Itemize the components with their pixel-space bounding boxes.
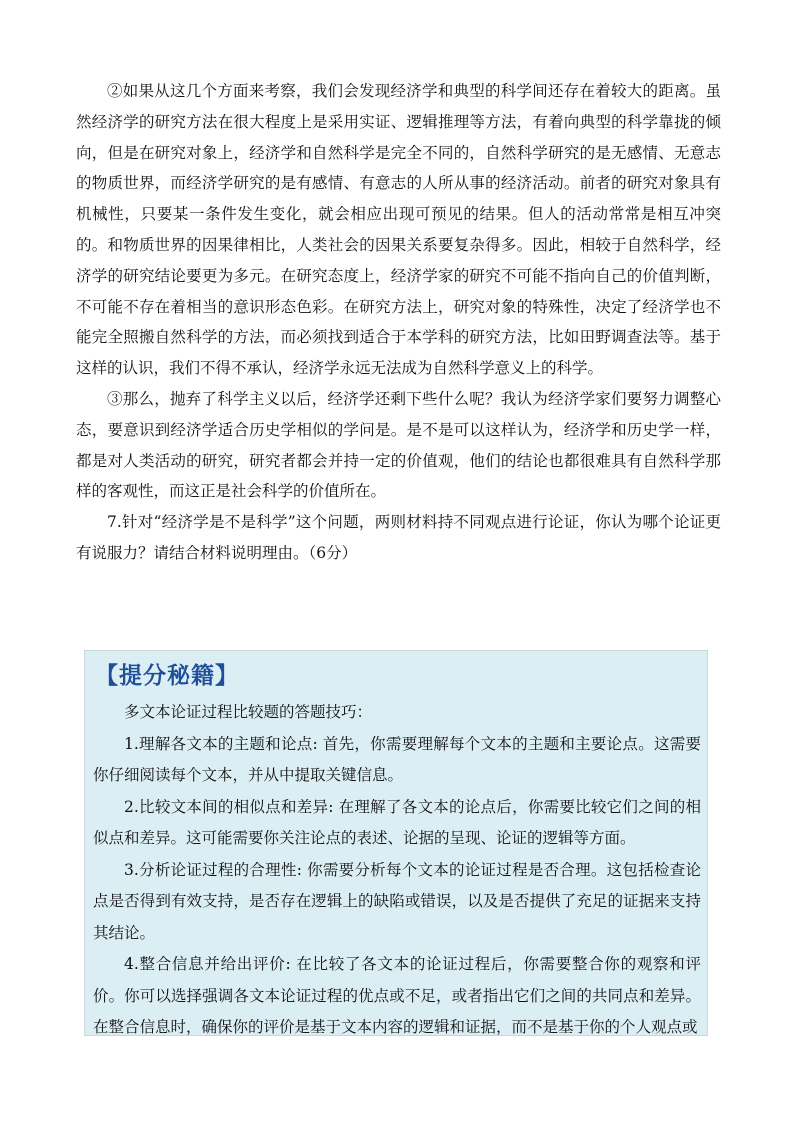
passage-paragraph-3: ③那么，抛弃了科学主义以后，经济学还剩下些什么呢？我认为经济学家们要努力调整心态，要意识到经济学适合历史学相似的学问是。是不是可以这样认为，经济学和历史学一样，都是对人类活动的研究，研究者都会并持一定的价值观，他们的结论也都很难具有自然科学那样的客观性，而这正是社会科学的价值所在。: [76, 389, 721, 501]
tips-item-2: 2.比较文本间的相似点和差异: 在理解了各文本的论点后，你需要比较它们之间的相似点和差异。这可能需要你关注论点的表述、论据的呈现、论证的逻辑等方面。: [93, 797, 701, 847]
reading-passage: [76, 76, 721, 569]
passage-paragraph-2: ②如果从这几个方面来考察，我们会发现经济学和典型的科学间还存在着较大的距离。虽然经济学的研究方法在很大程度上是采用实证、逻辑推理等方法，有着向典型的科学靠拢的倾向，但是在研究对象上，经济学和自然科学是完全不同的，自然科学研究的是无感情、无意志的物质世界，而经济学研究的是有感情、有意志的人所从事的经济活动。前者的研究对象具有机械性，只要某一条件发生变化，就会相应出现可预见的结果。但人的活动常常是相互冲突的。和物质世界的因果律相比，人类社会的因果关系要复杂得多。因此，相较于自然科学，经济学的研究结论要更为多元。在研究态度上，经济学家的研究不可能不指向自己的价值判断，不可能不存在着相当的意识形态色彩。在研究方法上，研究对象的特殊性，决定了经济学也不能完全照搬自然科学的方法，而必须找到适合于本学科的研究方法，比如田野调查法等。基于这样的认识，我们不得不承认，经济学永远无法成为自然科学意义上的科学。: [76, 82, 721, 378]
tips-box: [84, 650, 708, 1036]
tips-item-1: 1.理解各文本的主题和论点: 首先，你需要理解每个文本的主题和主要论点。这需要你仔细阅读每个文本，并从中提取关键信息。: [93, 734, 701, 784]
tips-item-4: 4.整合信息并给出评价: 在比较了各文本的论证过程后，你需要整合你的观察和评价。你可以选择强调各文本论证过程的优点或不足，或者指出它们之间的共同点和差异。在整合信息时，确保你的评价是基于文本内容的逻辑和证据，而不是基于你的个人观点或: [93, 955, 701, 1036]
tips-content: [93, 697, 701, 1036]
tips-title: 【提分秘籍】: [95, 663, 239, 689]
tips-intro: 多文本论证过程比较题的答题技巧：: [124, 703, 373, 721]
question-7: 7.针对“经济学是不是科学”这个问题，两则材料持不同观点进行论证，你认为哪个论证更有说服力？请结合材料说明理由。（6分）: [76, 513, 721, 562]
tips-item-3: 3.分析论证过程的合理性: 你需要分析每个文本的论证过程是否合理。这包括检查论点是否得到有效支持，是否存在逻辑上的缺陷或错误，以及是否提供了充足的证据来支持其结论。: [93, 860, 701, 942]
